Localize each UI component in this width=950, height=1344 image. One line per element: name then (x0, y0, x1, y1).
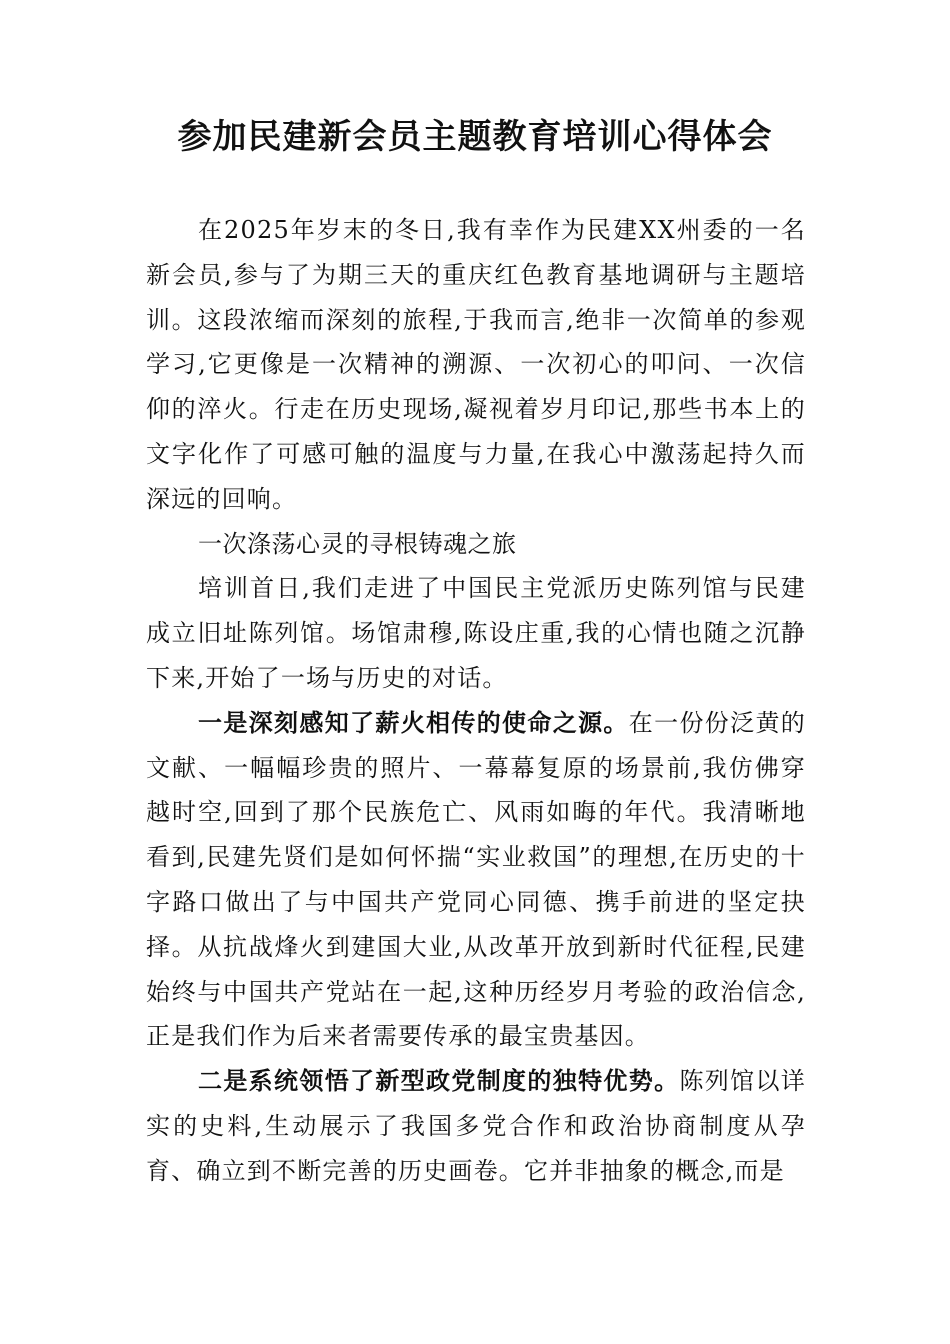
paragraph-text: 在一份份泛黄的文献、一幅幅珍贵的照片、一幕幕复原的场景前,我仿佛穿越时空,回到了那个民族危亡、风雨如晦的年代。我清晰地看到,民建先贤们是如何怀揣“实业救国”的理想,在历史的十字路口做出了与中国共产党同心同德、携手前进的坚定抉择。从抗战烽火到建国大业,从改革开放到新时代征程,民建始终与中国共产党站在一起,这种历经岁月考验的政治信念,正是我们作为后来者需要传承的最宝贵基因。 (146, 708, 806, 1051)
document-title: 参加民建新会员主题教育培训心得体会 (177, 117, 773, 157)
intro-paragraph (146, 208, 806, 522)
paragraph-text: 陈列馆以详实的史料,生动展示了我国多党合作和政治协商制度从孕育、确立到不断完善的历史画卷。它并非抽象的概念,而是 (146, 1067, 806, 1185)
section-heading: 一次涤荡心灵的寻根铸魂之旅 (198, 529, 517, 558)
paragraph-text: 培训首日,我们走进了中国民主党派历史陈列馆与民建成立旧址陈列馆。场馆肃穆,陈设庄重,我的心情也随之沉静下来,开始了一场与历史的对话。 (146, 574, 806, 692)
document-body (146, 208, 806, 1194)
section-paragraph (146, 566, 806, 700)
section-paragraph (146, 1059, 806, 1193)
paragraph-text: 在2025年岁末的冬日,我有幸作为民建XX州委的一名新会员,参与了为期三天的重庆红色教育基地调研与主题培训。这段浓缩而深刻的旅程,于我而言,绝非一次简单的参观学习,它更像是一次精神的溯源、一次初心的叩问、一次信仰的淬火。行走在历史现场,凝视着岁月印记,那些书本上的文字化作了可感可触的温度与力量,在我心中激荡起持久而深远的回响。 (146, 216, 806, 513)
section-paragraph (146, 701, 806, 1059)
paragraph-lead-bold: 二是系统领悟了新型政党制度的独特优势。 (198, 1067, 680, 1096)
paragraph-lead-bold: 一是深刻感知了薪火相传的使命之源。 (198, 708, 629, 737)
